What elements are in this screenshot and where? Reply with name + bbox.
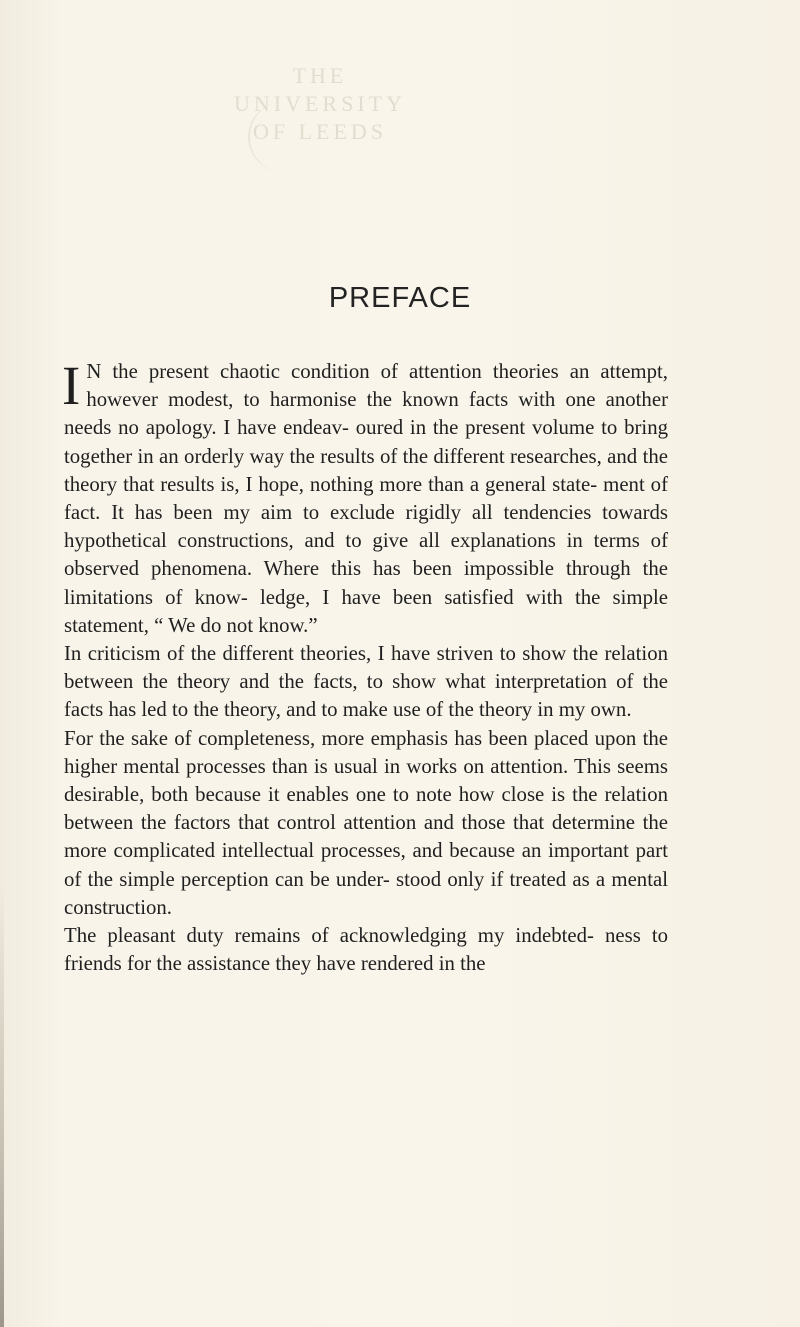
stamp-arc — [248, 102, 400, 172]
paragraph-2: In criticism of the different theories, I have striven to show the relation between the theory and the facts, to show what interpretation of the facts has led to the theory, and to make use of the theory in my own. — [64, 642, 668, 722]
preface-body — [62, 355, 668, 978]
stamp-line-2: UNIVERSITY — [234, 91, 406, 116]
page-title: PREFACE — [328, 282, 472, 314]
page-edge-shadow — [0, 880, 4, 1327]
stamp-line-1: THE — [292, 63, 348, 88]
paragraph-1 — [62, 355, 668, 640]
library-stamp — [230, 62, 410, 172]
paragraph-1-text: N the present chaotic condition of attention theories an attempt, however modest, to harmonise the known facts with one another needs no apology. I have endeav- oured in the present volume to bring together in an orderly way the results of the different researches, and the theory that results is, I hope, nothing more than a general state- ment of fact. It has been my aim to exclude rigidly all tendencies towards hypothetical constructions, and to give all explanations in terms of observed phenomena. Where this has been impossible through the limitations of know- ledge, I have been satisfied with the simple statement, “ We do not know.” — [64, 360, 668, 637]
paragraph-3: For the sake of completeness, more emphasis has been placed upon the higher mental processes than is usual in works on attention. This seems desirable, both because it enables one to note how close is the relation between the factors that control attention and those that determine the more complicated intellectual processes, and because an important part of the simple perception can be under- stood only if treated as a mental construction. — [64, 726, 668, 919]
stamp-line-3: OF LEEDS — [252, 119, 388, 144]
drop-cap: I — [62, 355, 81, 416]
paragraph-4: The pleasant duty remains of acknowledging my indebted- ness to friends for the assistance they have rendered in the — [64, 924, 668, 976]
